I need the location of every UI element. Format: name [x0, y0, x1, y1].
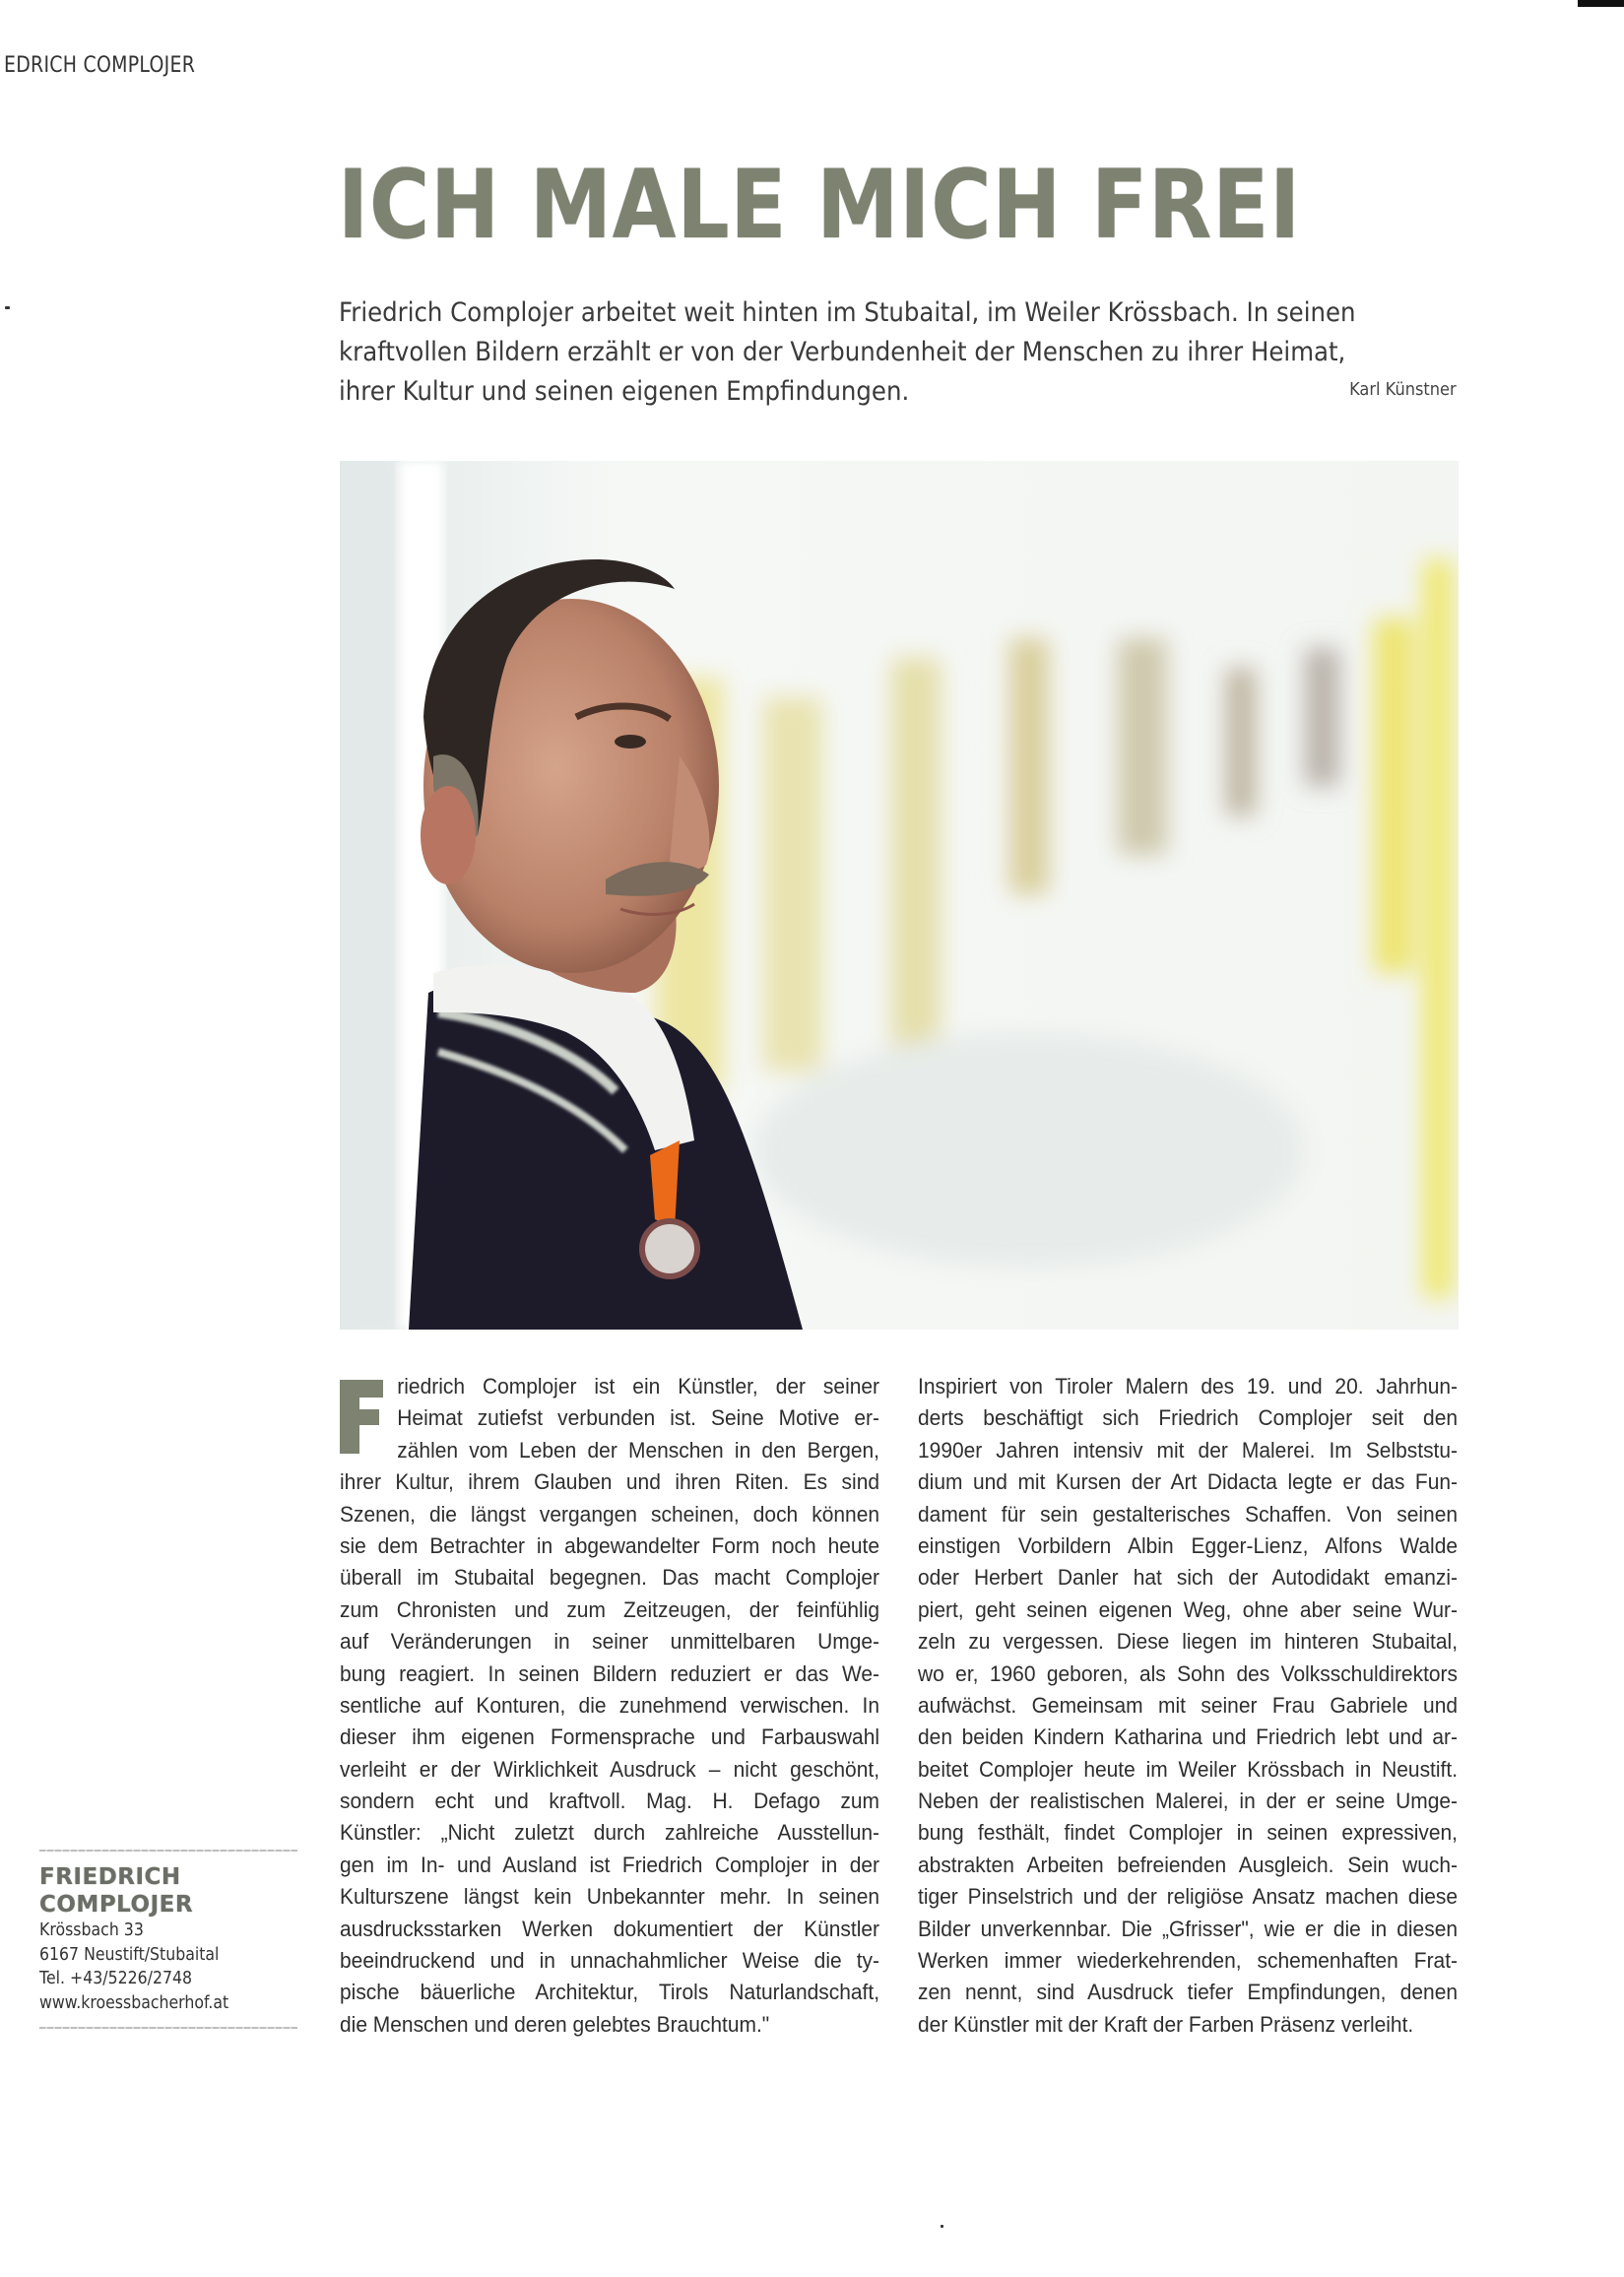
contact-address: Krössbach 33 — [39, 1920, 144, 1940]
body-line: pische bäuerliche Architektur, Tirols Naturlandschaft, — [340, 1980, 880, 2005]
body-line: ausdrucksstarken Werken dokumentiert der Künstler — [340, 1916, 880, 1941]
contact-phone: Tel. +43/5226/2748 — [39, 1969, 193, 1988]
contact-infobox — [39, 1850, 297, 2029]
body-line: abstrakten Arbeiten befreienden Ausgleich. Sein wuch- — [918, 1852, 1459, 1877]
body-line: dium und mit Kursen der Art Didacta legte er das Fun- — [918, 1469, 1459, 1495]
page-corner-mark — [1578, 0, 1624, 7]
body-line: zählen vom Leben der Menschen in den Bergen, — [397, 1437, 880, 1463]
body-line: Werken immer wiederkehrenden, schemenhaften Frat- — [918, 1948, 1459, 1974]
body-line: einstigen Vorbildern Albin Egger-Lienz, Alfons Walde — [918, 1532, 1459, 1558]
body-line: überall im Stubaital begegnen. Das macht Complojer — [340, 1565, 880, 1591]
lead-line: ihrer Kultur und seinen eigenen Empfindungen. — [339, 376, 910, 407]
body-line: aufwächst. Gemeinsam mit seiner Frau Gabriele und — [918, 1692, 1459, 1718]
body-line: tiger Pinselstrich und der religiöse Ansatz machen diese — [918, 1884, 1459, 1910]
body-line: sie dem Betrachter in abgewandelter Form noch heute — [340, 1532, 880, 1558]
body-line: sondern echt und kraftvoll. Mag. H. Defago zum — [340, 1789, 880, 1814]
author-byline: Karl Künstner — [1349, 379, 1457, 400]
lead-line: Friedrich Complojer arbeitet weit hinten im Stubaital, im Weiler Krössbach. In seinen — [339, 297, 1356, 328]
body-line: zeln zu vergessen. Diese liegen im hinteren Stubaital, — [918, 1629, 1459, 1655]
scan-speck — [941, 2225, 943, 2228]
body-line: gen im In- und Ausland ist Friedrich Complojer in der — [340, 1852, 880, 1877]
body-line: die Menschen und deren gelebtes Brauchtum." — [340, 2011, 770, 2037]
body-line: oder Herbert Danler hat sich der Autodidakt emanzi- — [918, 1565, 1459, 1591]
body-line: verleiht er der Wirklichkeit Ausdruck – nicht geschönt, — [340, 1756, 880, 1782]
contact-name — [39, 1863, 297, 1919]
lead-line: kraftvollen Bildern erzählt er von der Verbundenheit der Menschen zu ihrer Heimat, — [339, 337, 1346, 367]
body-line: zen nennt, sind Ausdruck tiefer Empfindungen, denen — [918, 1980, 1459, 2005]
article-column-left — [340, 1371, 879, 2041]
body-line: sentliche auf Konturen, die zunehmend verwischen. In — [340, 1692, 880, 1718]
body-line: beitet Complojer heute im Weiler Krössbach in Neustift. — [918, 1756, 1459, 1782]
body-line: derts beschäftigt sich Friedrich Complojer seit den — [918, 1405, 1459, 1431]
contact-website[interactable]: www.kroessbacherhof.at — [39, 1992, 229, 2013]
body-line: dieser ihm eigenen Formensprache und Farbauswahl — [340, 1724, 880, 1750]
portrait-photo — [340, 461, 1459, 1330]
portrait-illustration — [340, 461, 1459, 1330]
body-line: auf Veränderungen in seiner unmittelbaren Umge- — [340, 1629, 880, 1655]
body-line: Kulturszene längst kein Unbekannter mehr. In seinen — [340, 1884, 880, 1910]
body-line: bung reagiert. In seinen Bildern reduziert er das We- — [340, 1660, 880, 1686]
body-line: den beiden Kindern Katharina und Friedrich lebt und ar- — [918, 1724, 1459, 1750]
body-line: bung festhält, findet Complojer in seinen expressiven, — [918, 1820, 1459, 1846]
divider — [39, 1850, 297, 1852]
article-column-right — [918, 1371, 1458, 2041]
contact-name-line: COMPLOJER — [39, 1892, 194, 1918]
body-line: Künstler: „Nicht zuletzt durch zahlreiche Ausstellun- — [340, 1820, 880, 1846]
headline: ICH MALE MICH FREI — [338, 150, 1302, 260]
body-line: Heimat zutiefst verbunden ist. Seine Motive er- — [397, 1405, 880, 1431]
body-line: piert, geht seinen eigenen Weg, ohne aber seine Wur- — [918, 1596, 1459, 1622]
body-line: riedrich Complojer ist ein Künstler, der seiner — [397, 1374, 880, 1399]
body-line: 1990er Jahren intensiv mit der Malerei. Im Selbststu- — [918, 1437, 1459, 1463]
body-line: Szenen, die längst vergangen scheinen, doch können — [340, 1501, 880, 1527]
lead-paragraph — [339, 293, 1426, 412]
body-line: zum Chronisten und zum Zeitzeugen, der feinfühlig — [340, 1596, 880, 1622]
body-line: ihrer Kultur, ihrem Glauben und ihren Riten. Es sind — [340, 1469, 880, 1495]
contact-name-line: FRIEDRICH — [39, 1864, 181, 1890]
contact-city: 6167 Neustift/Stubaital — [39, 1944, 220, 1965]
body-line: Neben der realistischen Malerei, in der er seine Umge- — [918, 1789, 1459, 1814]
running-head: EDRICH COMPLOJER — [4, 53, 196, 78]
body-line: beeindruckend und in unnachahmlicher Weise die ty- — [340, 1948, 880, 1974]
body-line: dament für sein gestalterisches Schaffen. Von seinen — [918, 1501, 1459, 1527]
body-line: Bilder unverkennbar. Die „Gfrisser", wie er die in diesen — [918, 1916, 1459, 1941]
scan-speck — [5, 306, 10, 309]
body-line: wo er, 1960 geboren, als Sohn des Volksschuldirektors — [918, 1660, 1459, 1686]
divider — [39, 2027, 297, 2029]
body-line: der Künstler mit der Kraft der Farben Präsenz verleiht. — [918, 2011, 1414, 2037]
body-line: Inspiriert von Tiroler Malern des 19. und 20. Jahrhun- — [918, 1374, 1459, 1399]
